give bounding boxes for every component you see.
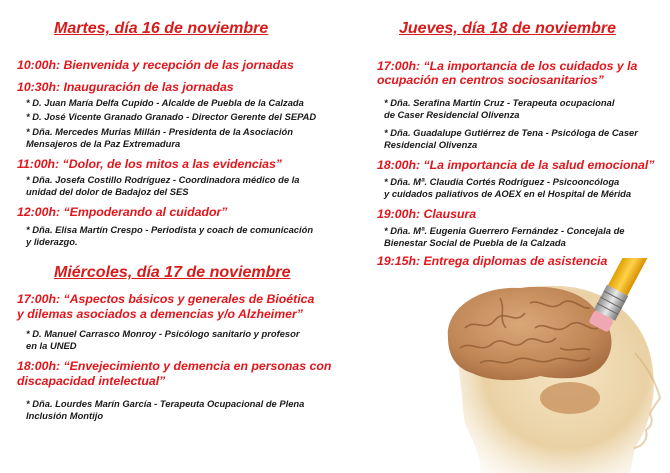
event-envejecimiento-line2: discapacidad intelectual” <box>17 374 166 388</box>
event-dolor: 11:00h: “Dolor, de los mitos a las evidencias” <box>17 157 282 171</box>
speaker-line: y cuidados paliativos de AOEX en el Hospital de Mérida <box>384 188 632 199</box>
day-title-miercoles: Miércoles, día 17 de noviembre <box>54 264 291 281</box>
speaker-line: unidad del dolor de Badajoz del SES <box>26 186 189 197</box>
event-bioetica-line1: 17:00h: “Aspectos básicos y generales de Bioética <box>17 292 315 306</box>
event-inauguracion: 10:30h: Inauguración de las jornadas <box>17 80 234 94</box>
speaker-line: * D. José Vicente Granado Granado - Director Gerente del SEPAD <box>26 111 317 122</box>
event-bienvenida: 10:00h: Bienvenida y recepción de las jornadas <box>17 58 294 72</box>
event-clausura: 19:00h: Clausura <box>377 207 477 221</box>
speaker-line: Bienestar Social de Puebla de la Calzada <box>384 237 566 248</box>
speaker-line: * Dña. Serafina Martín Cruz - Terapeuta ocupacional <box>384 97 615 108</box>
speaker-line: y liderazgo. <box>26 236 78 247</box>
speaker-line: Inclusión Montijo <box>26 410 104 421</box>
head-brain-pencil-illustration <box>420 258 670 473</box>
event-envejecimiento-line1: 18:00h: “Envejecimiento y demencia en personas con <box>17 359 332 373</box>
event-bioetica-line2: y dilemas asociados a demencias y/o Alzheimer” <box>17 307 303 321</box>
speaker-line: Residencial Olivenza <box>384 139 478 150</box>
speaker-line: * Dña. Josefa Costillo Rodríguez - Coordinadora médico de la <box>26 174 300 185</box>
speaker-line: * Dña. Lourdes Marín García - Terapeuta Ocupacional de Plena <box>26 398 305 409</box>
speaker-line: * Dña. Mª. Eugenia Guerrero Fernández - Concejala de <box>384 225 625 236</box>
event-entrega-diplomas: 19:15h: Entrega diplomas de asistencia <box>377 254 608 268</box>
speaker-line: en la UNED <box>26 340 77 351</box>
speaker-line: * Dña. Mª. Claudia Cortés Rodríguez - Psicooncóloga <box>384 176 620 187</box>
day-title-jueves: Jueves, día 18 de noviembre <box>399 20 616 37</box>
speaker-line: * Dña. Elisa Martín Crespo - Periodista y coach de comunicación <box>26 224 314 235</box>
speaker-line: * Dña. Guadalupe Gutiérrez de Tena - Psicóloga de Caser <box>384 127 638 138</box>
speaker-line: * D. Juan María Delfa Cupido - Alcalde de Puebla de la Calzada <box>26 97 304 108</box>
speaker-line: * Dña. Mercedes Murias Millán - Presidenta de la Asociación <box>26 126 293 137</box>
event-salud-emocional: 18:00h: “La importancia de la salud emocional” <box>377 158 655 172</box>
event-cuidados-line2: ocupación en centros sociosanitarios” <box>377 73 604 87</box>
event-empoderando: 12:00h: “Empoderando al cuidador” <box>17 205 228 219</box>
speaker-line: Mensajeros de la Paz Extremadura <box>26 138 181 149</box>
speaker-line: de Caser Residencial Olivenza <box>384 109 520 120</box>
day-title-martes: Martes, día 16 de noviembre <box>54 20 269 37</box>
speaker-line: * D. Manuel Carrasco Monroy - Psicólogo sanitario y profesor <box>26 328 300 339</box>
event-cuidados-line1: 17:00h: “La importancia de los cuidados y la <box>377 59 638 73</box>
